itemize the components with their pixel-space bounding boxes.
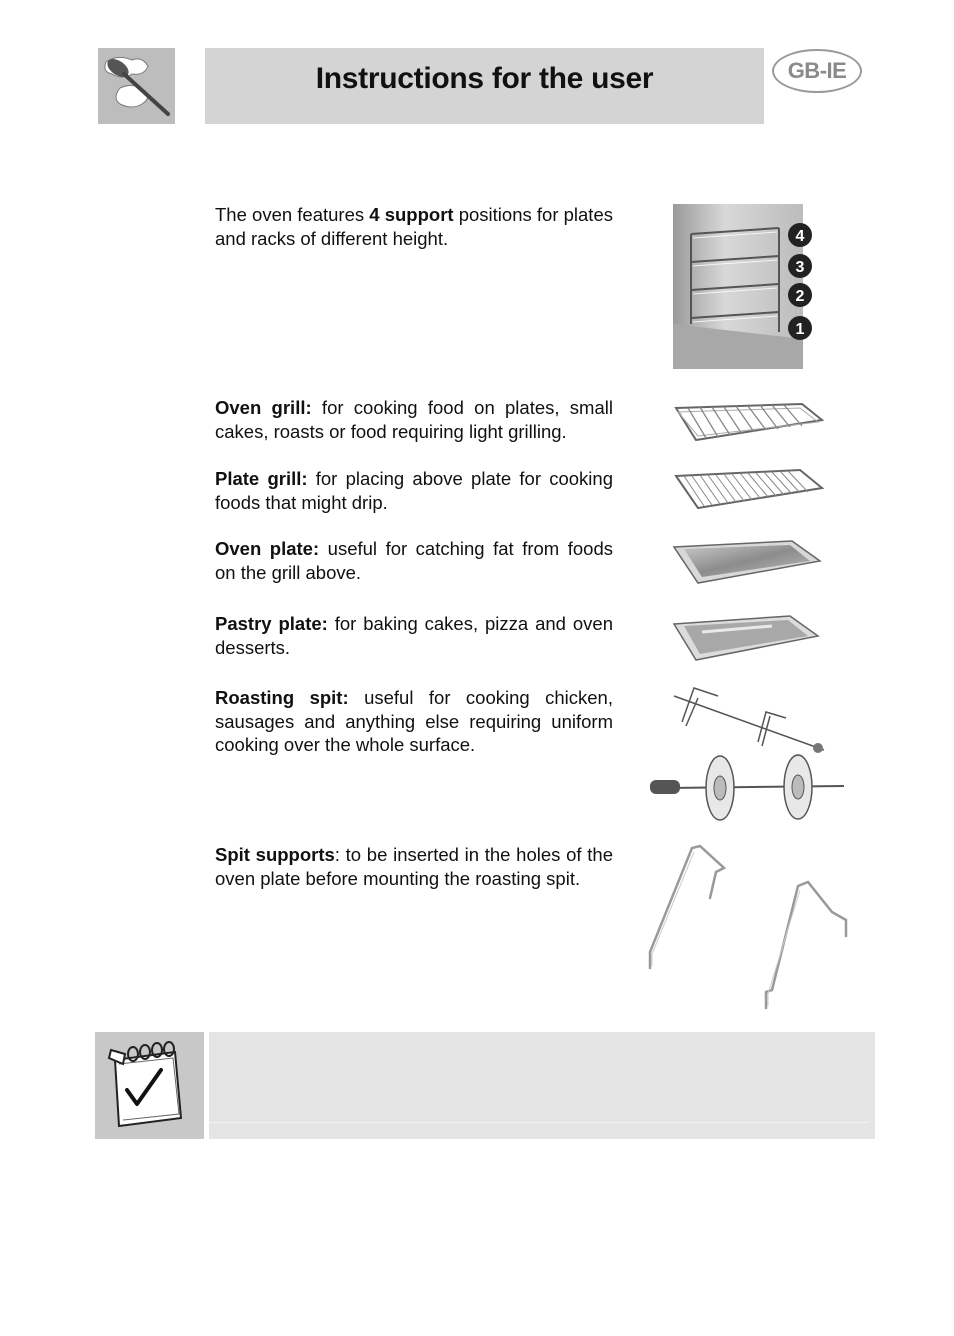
plate-grill-description: Plate grill: for placing above plate for cooking foods that might drip. <box>215 468 613 513</box>
note-icon-box <box>95 1032 204 1139</box>
pastry-plate-icon <box>672 612 820 667</box>
roasting-spit-description: Roasting spit: useful for cooking chicken, sausages and anything else requiring uniform cooking over the whole surface. <box>215 687 613 755</box>
page-title: Instructions for the user <box>315 62 654 95</box>
oven-grill-description: Oven grill: for cooking food on plates, small cakes, roasts or food requiring light grilling. <box>215 397 613 442</box>
oven-plate-description: Oven plate: useful for catching fat from foods on the grill above. <box>215 538 613 583</box>
shelf-position-2: 2 <box>795 288 805 305</box>
language-badge: GB-IE <box>772 49 862 93</box>
shelf-position-3: 3 <box>795 259 805 276</box>
roasting-spit-icon <box>648 686 848 827</box>
intro-paragraph: The oven features 4 support positions for plates and racks of different height. <box>215 204 613 249</box>
notepad-check-icon <box>95 1032 204 1139</box>
chef-spoon-icon <box>98 48 175 124</box>
shelf-position-4: 4 <box>795 228 805 245</box>
spit-supports-description: Spit supports: to be inserted in the holes of the oven plate before mounting the roasting spit. <box>215 844 613 889</box>
spit-supports-icon <box>646 840 852 1017</box>
note-divider <box>209 1122 869 1123</box>
shelf-position-1: 1 <box>795 321 805 338</box>
pastry-plate-description: Pastry plate: for baking cakes, pizza and oven desserts. <box>215 613 613 658</box>
oven-shelf-positions-figure <box>673 204 818 375</box>
plate-grill-icon <box>672 466 824 515</box>
oven-plate-icon <box>672 537 822 592</box>
oven-grill-icon <box>672 400 824 449</box>
